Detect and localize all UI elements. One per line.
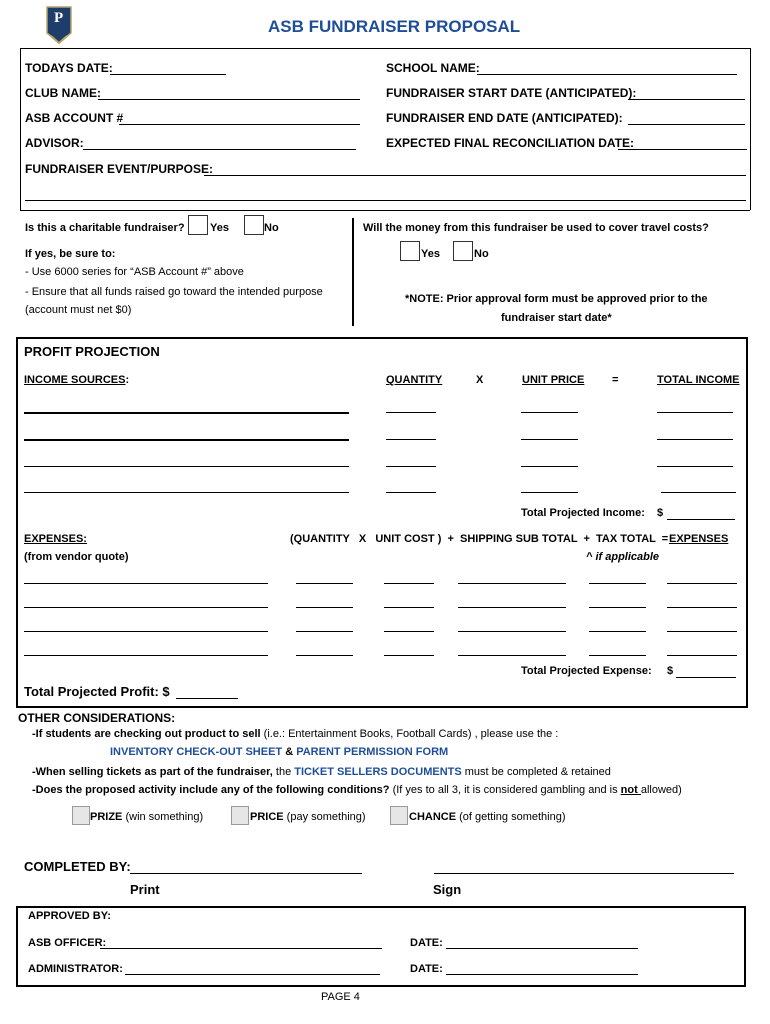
charitable-no-label: No xyxy=(264,222,279,234)
sign-label: Sign xyxy=(433,882,462,897)
charitable-bullet-2: - Ensure that all funds raised go toward the intended purpose xyxy=(25,286,323,298)
asb-officer-field[interactable] xyxy=(100,948,382,949)
completed-by-label: COMPLETED BY: xyxy=(24,859,131,874)
other-line-3 xyxy=(32,766,611,778)
form-bottom-border xyxy=(20,210,750,211)
expense-unit-cost-field[interactable] xyxy=(384,655,434,656)
ticket-sellers-documents-link[interactable]: TICKET SELLERS DOCUMENTS xyxy=(294,766,462,778)
prize-checkbox[interactable] xyxy=(72,806,90,825)
fundraiser-start-label: FUNDRAISER START DATE (ANTICIPATED): xyxy=(386,86,637,100)
page-number: PAGE 4 xyxy=(321,991,360,1003)
expense-quantity-field[interactable] xyxy=(296,631,353,632)
income-quantity-field[interactable] xyxy=(386,439,436,440)
income-source-field[interactable] xyxy=(24,412,349,414)
school-name-label: SCHOOL NAME: xyxy=(386,61,480,75)
other-line-4 xyxy=(32,784,682,796)
income-quantity-field[interactable] xyxy=(386,466,436,467)
expense-shipping-field[interactable] xyxy=(458,655,566,656)
completed-by-print-field[interactable] xyxy=(130,873,362,874)
charitable-bullet-1: - Use 6000 series for “ASB Account #” above xyxy=(25,266,244,278)
header-divider xyxy=(20,48,750,49)
inventory-checkout-sheet-link[interactable]: INVENTORY CHECK-OUT SHEET xyxy=(110,746,283,758)
asb-account-label: ASB ACCOUNT # xyxy=(25,111,124,125)
prize-desc: (win something) xyxy=(122,811,204,823)
if-yes-label: If yes, be sure to: xyxy=(25,248,116,260)
if-applicable-note: ^ if applicable xyxy=(586,551,660,563)
expense-quantity-field[interactable] xyxy=(296,655,353,656)
charitable-yes-checkbox[interactable] xyxy=(188,215,208,235)
charitable-no-checkbox[interactable] xyxy=(244,215,264,235)
fundraiser-end-field[interactable] xyxy=(628,124,745,125)
expense-quantity-field[interactable] xyxy=(296,607,353,608)
income-total-field[interactable] xyxy=(657,439,733,440)
prize-option xyxy=(90,811,203,823)
other-line-4-bold: -Does the proposed activity include any of the following conditions? xyxy=(32,784,390,796)
other-line-1-bold: -If students are checking out product to sell xyxy=(32,728,261,740)
expense-total-field[interactable] xyxy=(667,631,737,632)
other-line-1 xyxy=(32,728,558,740)
form-right-border xyxy=(750,48,751,210)
expense-unit-cost-field[interactable] xyxy=(384,631,434,632)
charitable-bullet-2b: (account must net $0) xyxy=(25,304,132,316)
event-purpose-label: FUNDRAISER EVENT/PURPOSE: xyxy=(25,162,214,176)
price-checkbox[interactable] xyxy=(231,806,249,825)
chance-checkbox[interactable] xyxy=(390,806,408,825)
event-purpose-field-2[interactable] xyxy=(25,200,746,201)
parent-permission-form-link[interactable]: PARENT PERMISSION FORM xyxy=(296,746,449,758)
expense-item-field[interactable] xyxy=(24,583,268,584)
profit-projection-heading: PROFIT PROJECTION xyxy=(24,344,160,359)
form-left-border xyxy=(20,48,21,210)
profit-projection-box xyxy=(16,337,748,708)
other-line-4-end: allowed) xyxy=(640,784,682,796)
school-logo xyxy=(46,6,72,46)
expense-tax-field[interactable] xyxy=(589,583,646,584)
total-projected-income-label: Total Projected Income: xyxy=(521,507,645,519)
administrator-label: ADMINISTRATOR: xyxy=(28,963,123,975)
travel-question: Will the money from this fundraiser be used to cover travel costs? xyxy=(363,222,709,234)
club-name-label: CLUB NAME: xyxy=(25,86,101,100)
total-expense-dollar: $ xyxy=(667,665,674,677)
travel-yes-label: Yes xyxy=(421,248,440,260)
income-unit-price-field[interactable] xyxy=(521,466,578,467)
print-label: Print xyxy=(130,882,160,897)
reconciliation-field[interactable] xyxy=(618,149,747,150)
other-line-4-rest: (If yes to all 3, it is considered gambling and is xyxy=(389,784,621,796)
event-purpose-field[interactable] xyxy=(204,175,746,176)
chance-desc: (of getting something) xyxy=(456,811,566,823)
expense-tax-field[interactable] xyxy=(589,607,646,608)
expense-unit-cost-field[interactable] xyxy=(384,583,434,584)
expense-total-field[interactable] xyxy=(667,607,737,608)
income-source-field[interactable] xyxy=(24,466,349,467)
income-quantity-field[interactable] xyxy=(386,412,436,413)
total-projected-income-field[interactable] xyxy=(667,519,735,520)
other-considerations-heading: OTHER CONSIDERATIONS: xyxy=(18,711,176,725)
income-total-field[interactable] xyxy=(661,492,736,493)
administrator-date-field[interactable] xyxy=(446,974,638,975)
expense-item-field[interactable] xyxy=(24,631,268,632)
other-line-2 xyxy=(110,746,448,758)
section-divider-vertical xyxy=(352,218,354,326)
income-unit-price-field[interactable] xyxy=(521,439,578,440)
fundraiser-end-label: FUNDRAISER END DATE (ANTICIPATED): xyxy=(386,111,623,125)
club-name-field[interactable] xyxy=(98,99,360,100)
reconciliation-label: EXPECTED FINAL RECONCILIATION DATE: xyxy=(386,136,635,150)
expense-item-field[interactable] xyxy=(24,607,268,608)
income-total-field[interactable] xyxy=(657,412,733,413)
page-title: ASB FUNDRAISER PROPOSAL xyxy=(268,17,521,36)
income-sources-header xyxy=(24,374,129,386)
logo-letter: P xyxy=(54,10,64,26)
price-desc: (pay something) xyxy=(283,811,366,823)
todays-date-label: TODAYS DATE: xyxy=(25,61,113,75)
fundraiser-start-field[interactable] xyxy=(628,99,745,100)
income-sources-colon: : xyxy=(125,374,130,386)
total-income-header: TOTAL INCOME xyxy=(657,374,740,386)
chance-label: CHANCE xyxy=(409,811,457,823)
advisor-field[interactable] xyxy=(83,149,356,150)
prize-label: PRIZE xyxy=(90,811,123,823)
income-quantity-field[interactable] xyxy=(386,492,436,493)
income-unit-price-field[interactable] xyxy=(521,412,578,413)
quantity-header: QUANTITY xyxy=(386,374,443,386)
expense-formula-header: (QUANTITY X UNIT COST ) + SHIPPING SUB TOTAL + TAX TOTAL = xyxy=(290,533,669,545)
expense-tax-field[interactable] xyxy=(589,631,646,632)
completed-by-sign-field[interactable] xyxy=(434,873,734,874)
asb-officer-label: ASB OFFICER: xyxy=(28,937,107,949)
total-projected-expense-label: Total Projected Expense: xyxy=(521,665,652,677)
expense-tax-field[interactable] xyxy=(589,655,646,656)
travel-no-label: No xyxy=(474,248,489,260)
chance-option xyxy=(409,811,566,823)
price-option xyxy=(250,811,366,823)
total-income-dollar: $ xyxy=(657,507,664,519)
total-projected-profit-field[interactable] xyxy=(176,698,238,699)
income-source-field[interactable] xyxy=(24,492,349,493)
income-source-field[interactable] xyxy=(24,439,349,441)
administrator-field[interactable] xyxy=(125,974,380,975)
total-projected-expense-field[interactable] xyxy=(676,677,736,678)
asb-account-field[interactable] xyxy=(119,124,360,125)
asb-officer-date-label: DATE: xyxy=(410,937,443,949)
expense-total-field[interactable] xyxy=(667,583,737,584)
multiply-sign: X xyxy=(476,374,484,386)
other-line-3-bold: -When selling tickets as part of the fundraiser, xyxy=(32,766,273,778)
travel-yes-checkbox[interactable] xyxy=(400,241,420,261)
advisor-label: ADVISOR: xyxy=(25,136,84,150)
charitable-question: Is this a charitable fundraiser? xyxy=(25,222,185,234)
travel-no-checkbox[interactable] xyxy=(453,241,473,261)
todays-date-field[interactable] xyxy=(110,74,226,75)
expense-unit-cost-field[interactable] xyxy=(384,607,434,608)
amp: & xyxy=(282,746,297,758)
expense-item-field[interactable] xyxy=(24,655,268,656)
income-sources-text: INCOME SOURCES xyxy=(24,374,126,386)
income-total-field[interactable] xyxy=(657,466,733,467)
other-line-1-rest: (i.e.: Entertainment Books, Football Cards) , please use the : xyxy=(260,728,559,740)
total-projected-profit-label: Total Projected Profit: $ xyxy=(24,684,170,699)
travel-note-2: fundraiser start date* xyxy=(501,312,612,324)
administrator-date-label: DATE: xyxy=(410,963,443,975)
other-line-3-mid: the xyxy=(272,766,295,778)
other-line-3-end: must be completed & retained xyxy=(461,766,611,778)
travel-note-1: *NOTE: Prior approval form must be approved prior to the xyxy=(405,293,708,305)
unit-price-header: UNIT PRICE xyxy=(522,374,585,386)
approved-by-label: APPROVED BY: xyxy=(28,910,111,922)
not-emphasis: not xyxy=(620,784,641,796)
expense-shipping-field[interactable] xyxy=(458,631,566,632)
expense-quantity-field[interactable] xyxy=(296,583,353,584)
charitable-yes-label: Yes xyxy=(210,222,229,234)
expense-total-field[interactable] xyxy=(667,655,737,656)
from-vendor-quote: (from vendor quote) xyxy=(24,551,129,563)
expense-shipping-field[interactable] xyxy=(458,583,566,584)
expenses-column-header: EXPENSES xyxy=(669,533,729,545)
expenses-header: EXPENSES: xyxy=(24,533,87,545)
income-unit-price-field[interactable] xyxy=(521,492,578,493)
school-name-field[interactable] xyxy=(477,74,737,75)
expense-shipping-field[interactable] xyxy=(458,607,566,608)
price-label: PRICE xyxy=(250,811,284,823)
asb-officer-date-field[interactable] xyxy=(446,948,638,949)
equals-sign: = xyxy=(612,374,619,386)
